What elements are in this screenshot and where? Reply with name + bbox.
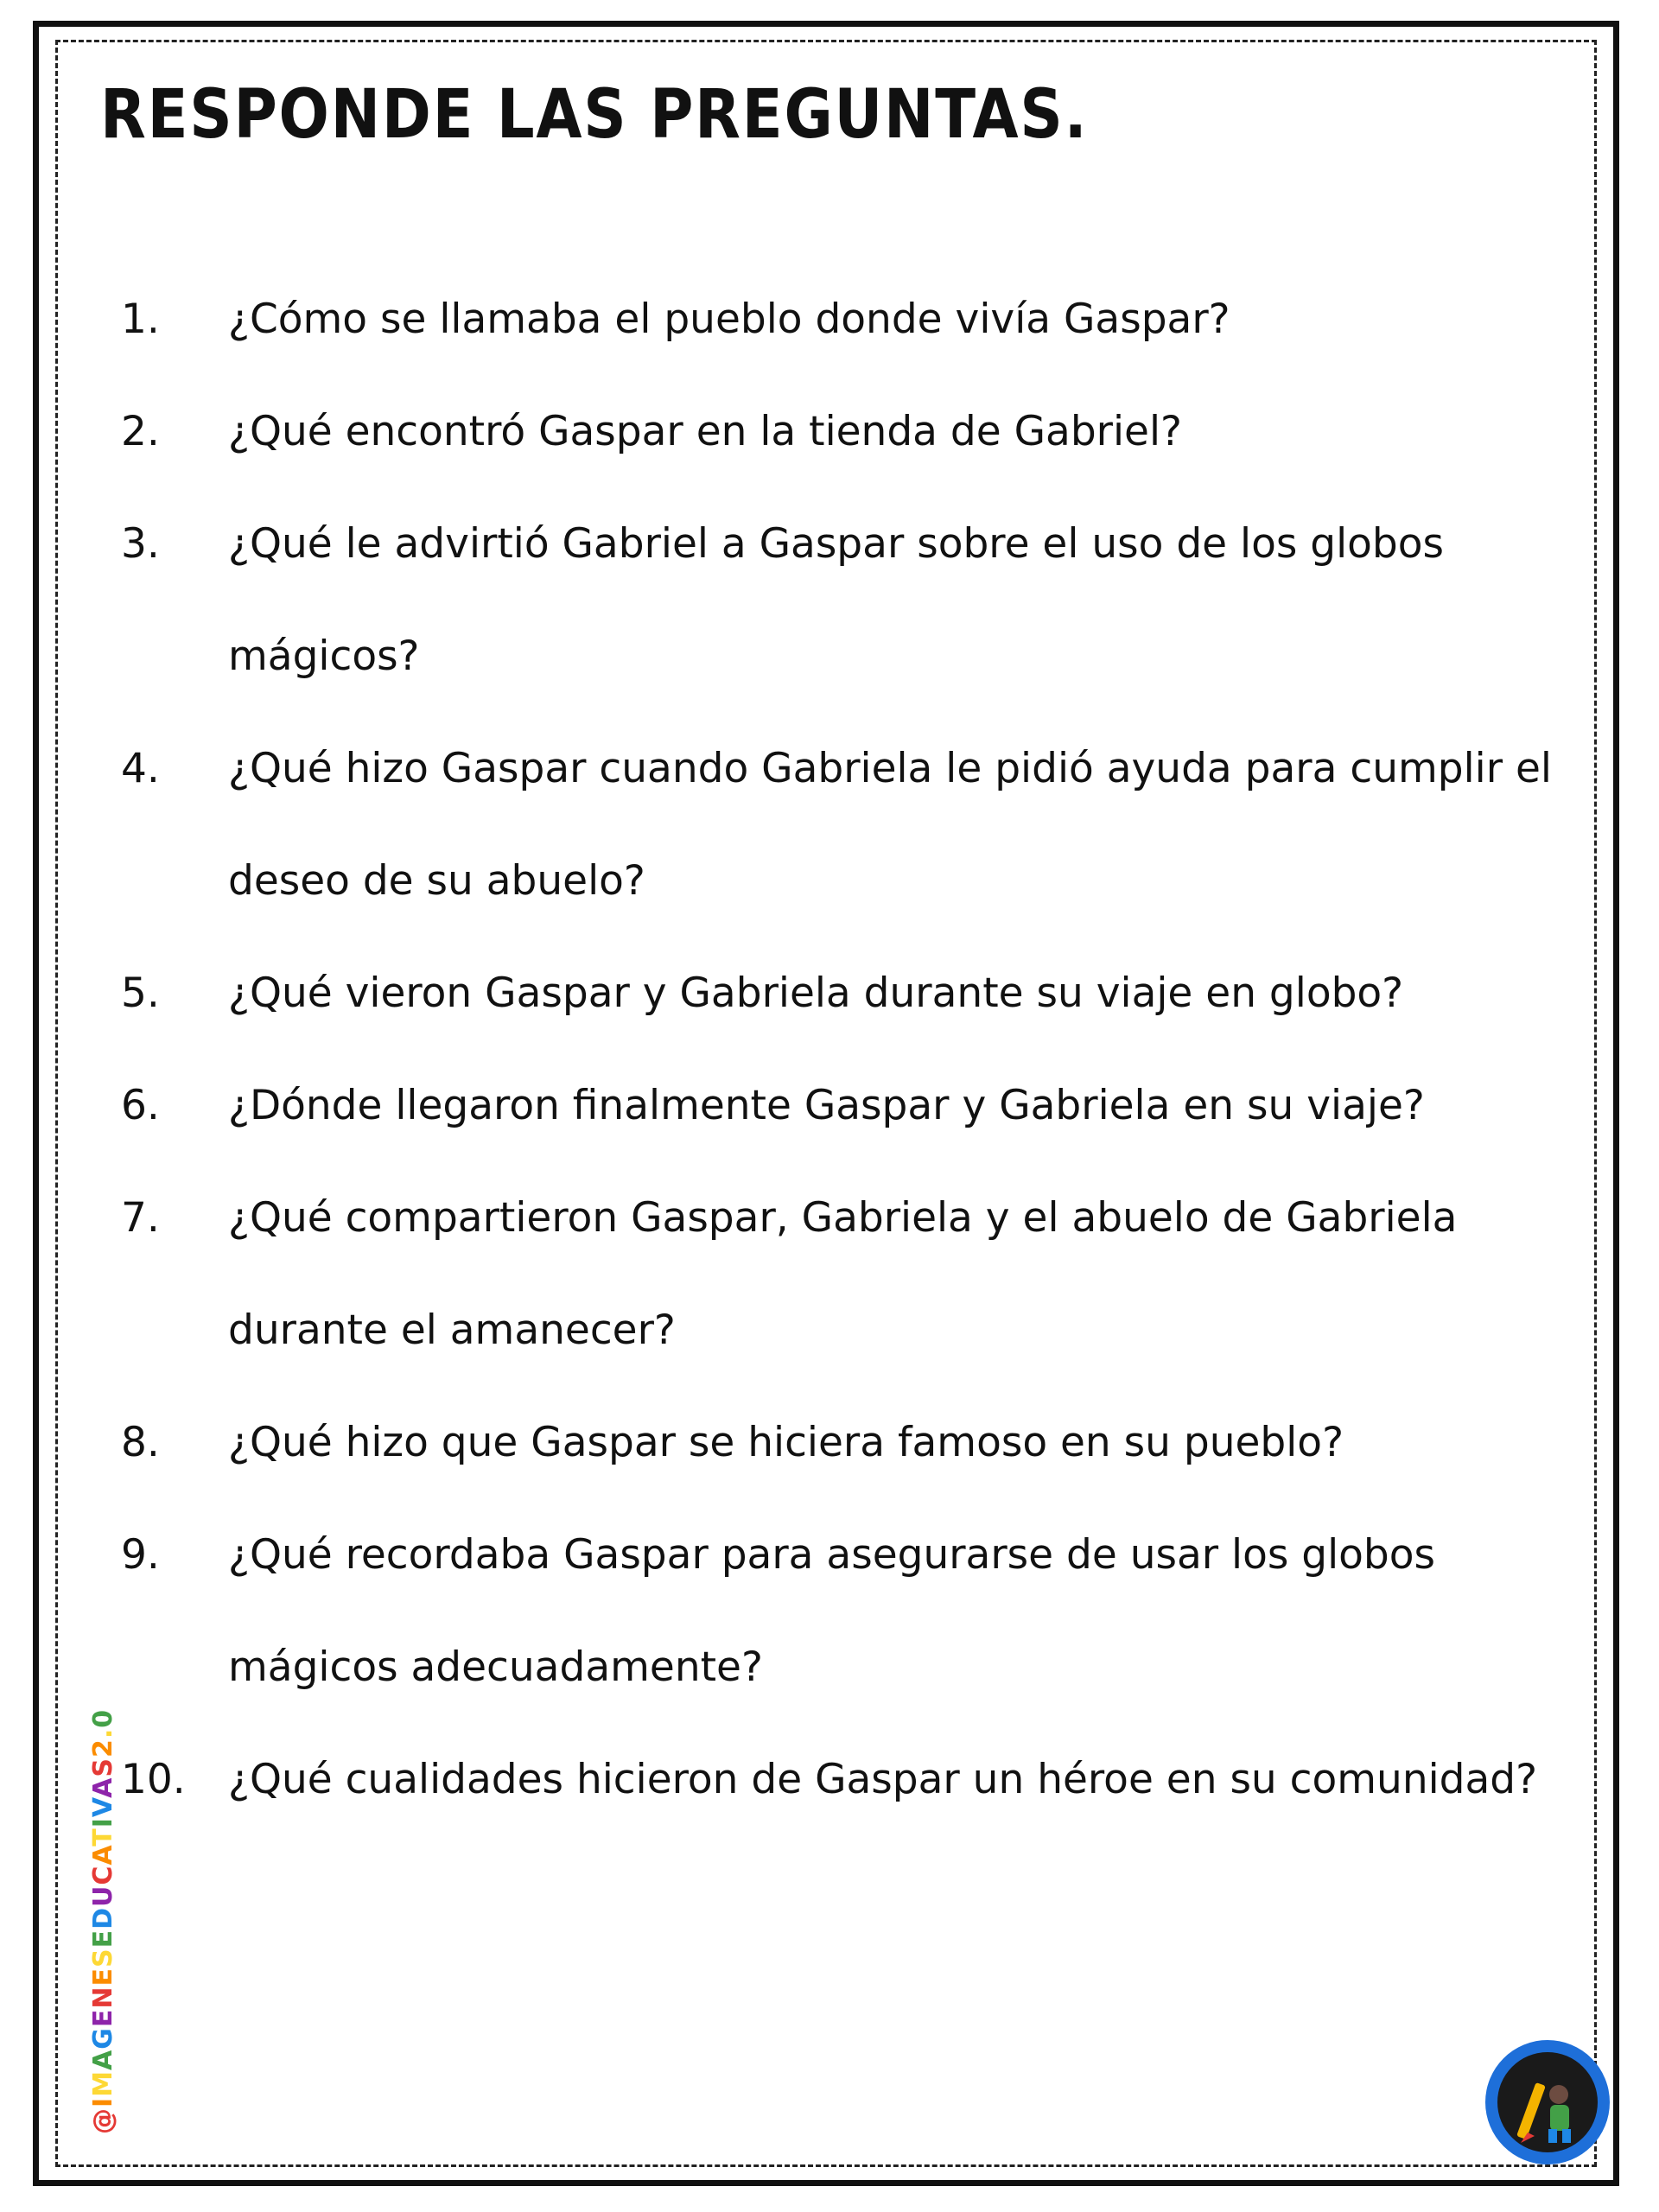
question-text-line: ¿Qué compartieron Gaspar, Gabriela y el abuelo de Gabriela: [228, 1194, 1458, 1242]
question-text-line: mágicos?: [228, 632, 420, 680]
question-item: [0, 1724, 1659, 1836]
question-text-line: ¿Qué recordaba Gaspar para asegurarse de usar los globos: [228, 1531, 1436, 1579]
question-text-line: ¿Qué encontró Gaspar en la tienda de Gabriel?: [228, 408, 1182, 455]
question-text-line: ¿Qué vieron Gaspar y Gabriela durante su viaje en globo?: [228, 969, 1404, 1017]
page-title: RESPONDE LAS PREGUNTAS.: [100, 76, 1089, 154]
question-item: [0, 1387, 1659, 1499]
question-number: 8.: [121, 1419, 160, 1466]
question-text-line: ¿Qué hizo que Gaspar se hiciera famoso en su pueblo?: [228, 1419, 1344, 1466]
question-text-line: ¿Dónde llegaron finalmente Gaspar y Gabriela en su viaje?: [228, 1082, 1425, 1129]
question-text-line: ¿Qué cualidades hicieron de Gaspar un héroe en su comunidad?: [228, 1756, 1538, 1803]
question-text-line: ¿Qué le advirtió Gabriel a Gaspar sobre el uso de los globos: [228, 520, 1444, 568]
question-number: 6.: [121, 1082, 160, 1129]
question-number: 2.: [121, 408, 160, 455]
question-item: [0, 1050, 1659, 1162]
question-text-line: mágicos adecuadamente?: [228, 1643, 763, 1691]
question-item: [0, 376, 1659, 488]
question-number: 1.: [121, 296, 160, 343]
question-item: [0, 488, 1659, 713]
question-number: 10.: [121, 1756, 186, 1803]
question-item: [0, 1499, 1659, 1724]
watermark-text: @IMAGENESEDUCATIVAS2.0: [88, 1708, 118, 2134]
question-number: 9.: [121, 1531, 160, 1579]
question-text-line: ¿Qué hizo Gaspar cuando Gabriela le pidió ayuda para cumplir el: [228, 745, 1552, 792]
question-number: 3.: [121, 520, 160, 568]
vertical-watermark: [78, 1708, 130, 2134]
question-text-line: durante el amanecer?: [228, 1306, 676, 1354]
question-item: [0, 713, 1659, 938]
question-text-line: deseo de su abuelo?: [228, 857, 645, 905]
question-item: [0, 938, 1659, 1050]
author-badge-icon: [1483, 2037, 1612, 2167]
question-item: [0, 264, 1659, 376]
question-text-line: ¿Cómo se llamaba el pueblo donde vivía Gaspar?: [228, 296, 1230, 343]
question-item: [0, 1162, 1659, 1387]
question-number: 4.: [121, 745, 160, 792]
question-number: 5.: [121, 969, 160, 1017]
question-number: 7.: [121, 1194, 160, 1242]
